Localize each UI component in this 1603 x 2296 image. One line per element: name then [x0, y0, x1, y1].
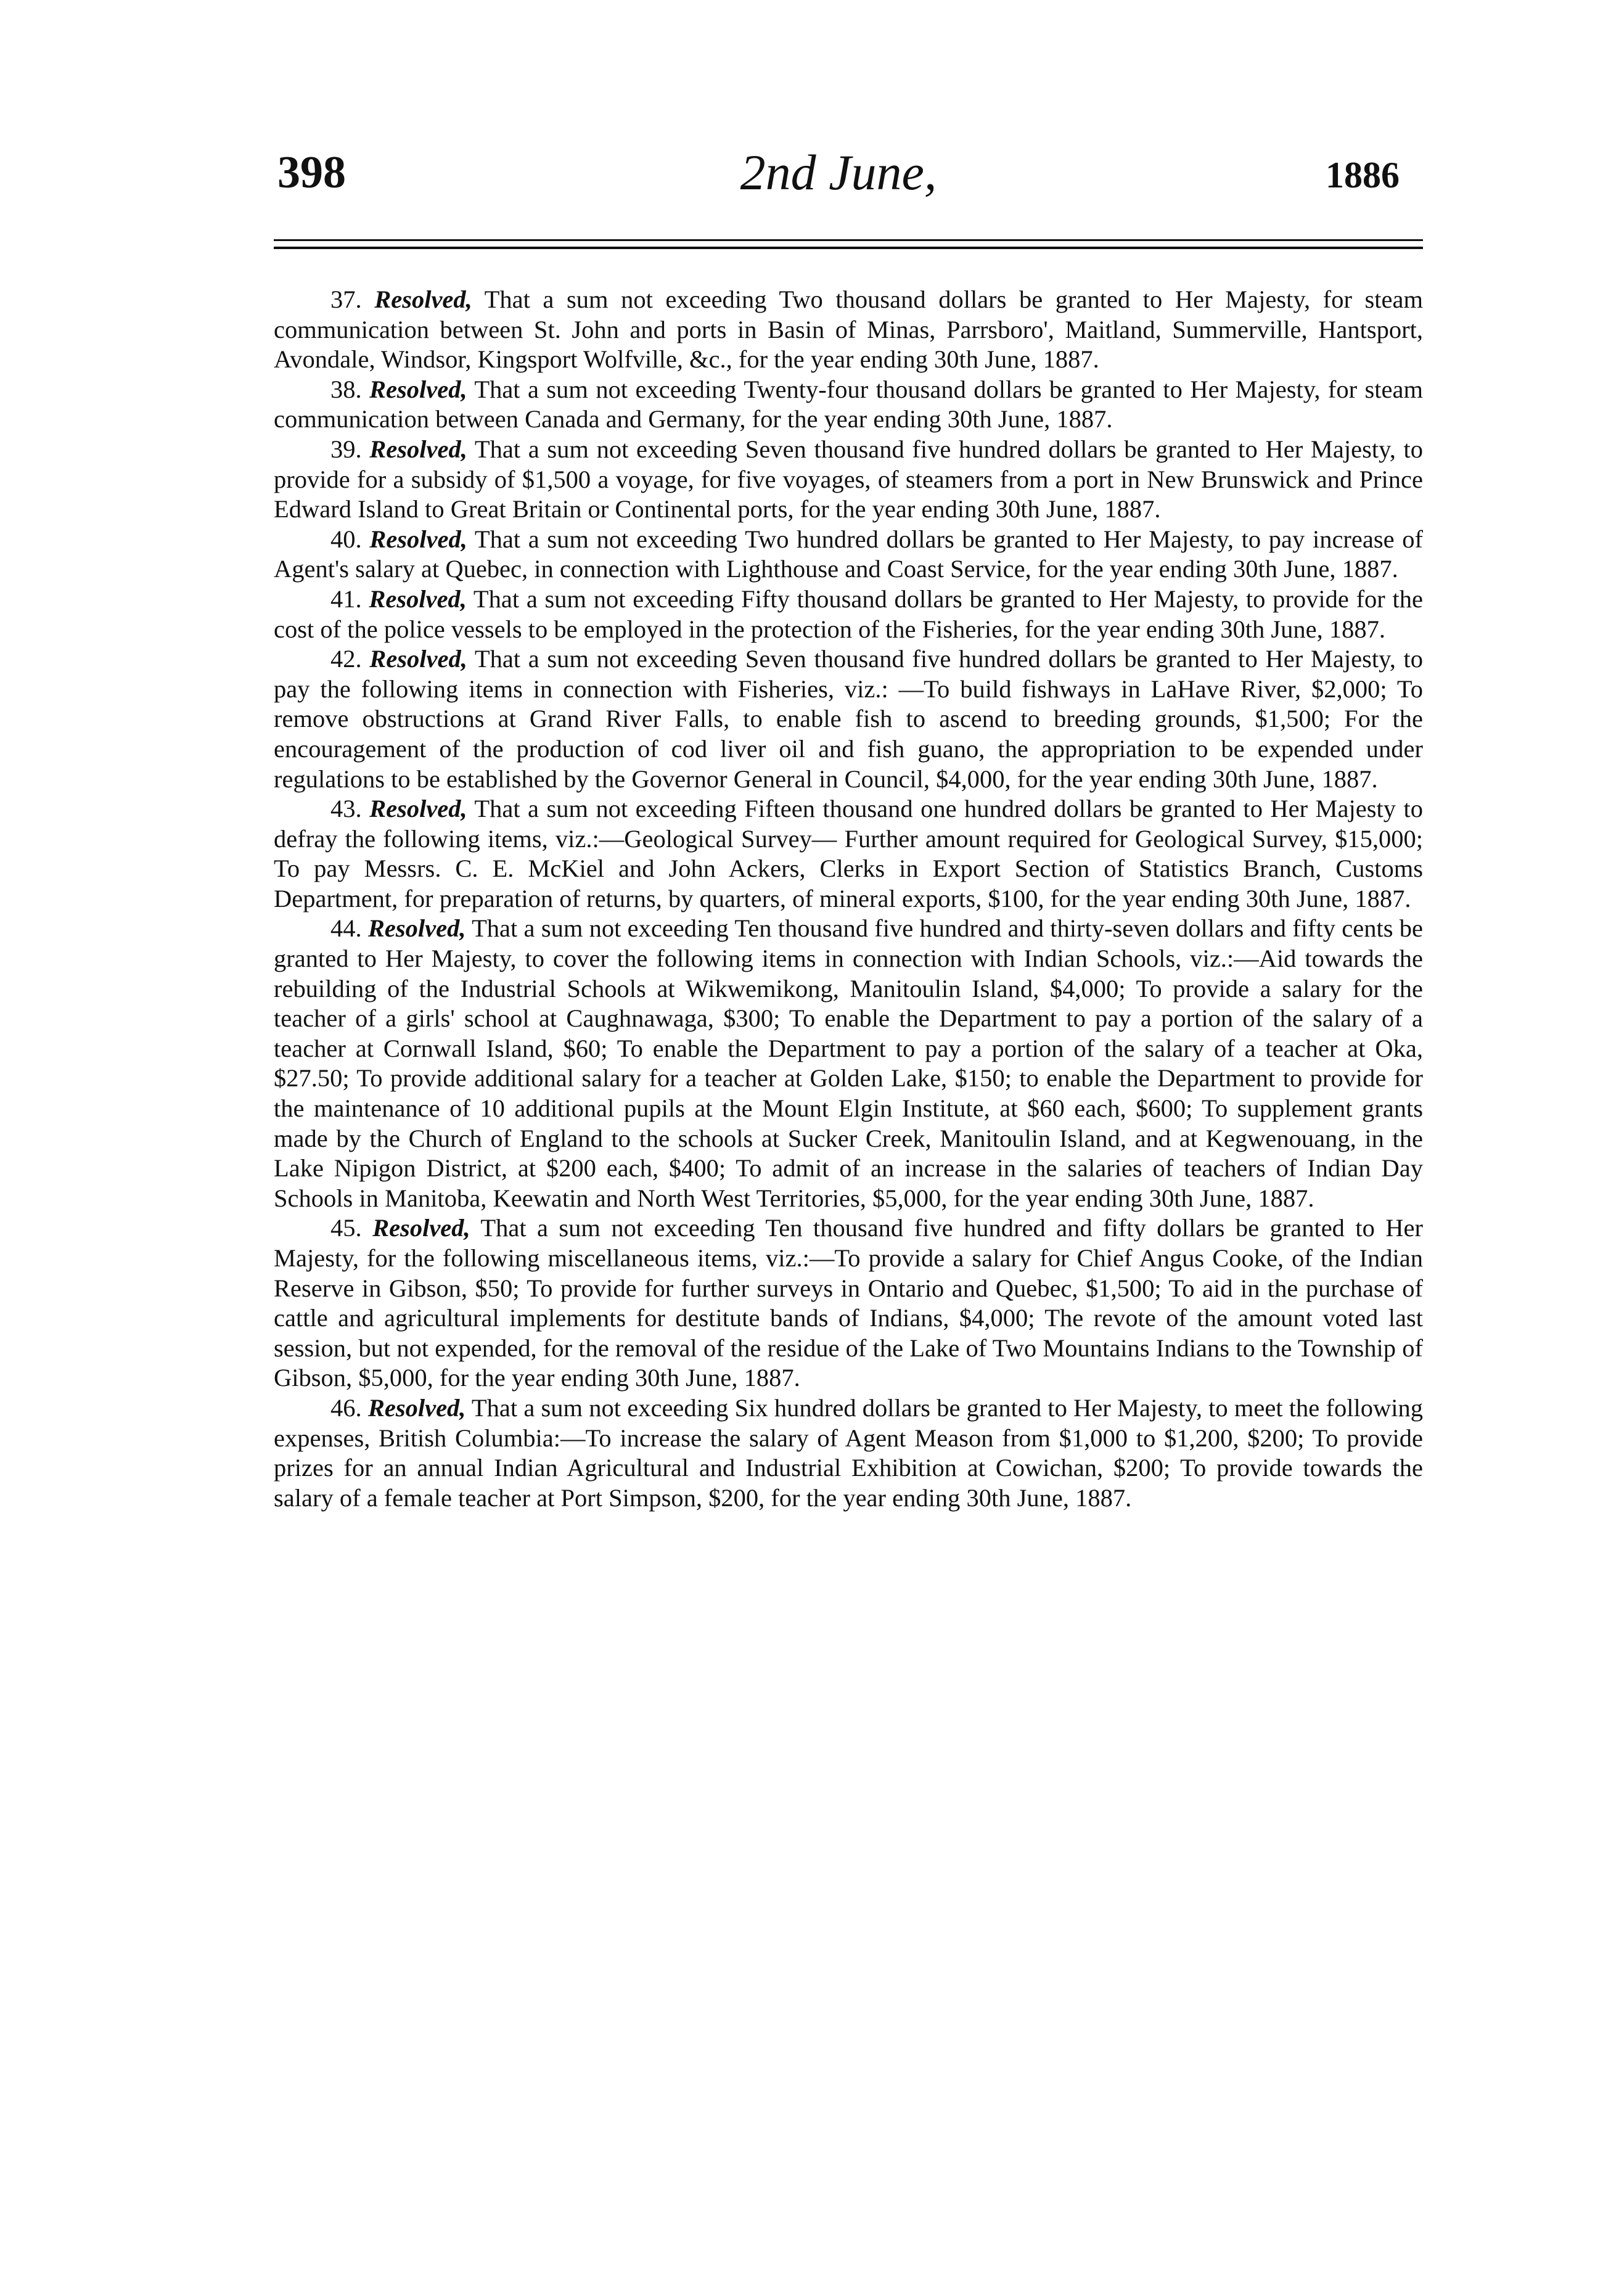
resolution-text: That a sum not exceeding Ten thousand five hundred and thirty-seven dollars and fifty cents be granted to Her Majesty, to cover the following items in connection with Indian Schools, viz.:—Aid towards the rebuilding of the Industrial Schools at Wikwemikong, Manitoulin Island, $4,000; To provide a salary for the teacher of a girls' school at Caughnawaga, $300; To enable the Department to pay a portion of the salary of a teacher at Cornwall Island, $60; To enable the Department to pay a portion of the salary of a teacher at Oka, $27.50; To provide additional salary for a teacher at Golden Lake, $150; to enable the Department to provide for the maintenance of 10 additional pupils at the Mount Elgin Institute, at $60 each, $600; To supplement grants made by the Church of England to the schools at Sucker Creek, Manitoulin Island, and at Kegwenouang, in the Lake Nipigon District, at $200 each, $400; To admit of an increase in the salaries of teachers of Indian Day Schools in Manitoba, Keewatin and North West Territories, $5,000, for the year ending 30th June, 1887.: [274, 914, 1423, 1212]
resolution-37: [274, 285, 1423, 375]
resolution-text: That a sum not exceeding Seven thousand five hundred dollars be granted to Her Majesty, to pay the following items in connection with Fisheries, viz.: —To build fishways in LaHave River, $2,000; To remove obstructions at Grand River Falls, to enable fish to ascend to breeding grounds, $1,500; For the encouragement of the production of cod liver oil and fish guano, the appropriation to be expended under regulations to be established by the Governor General in Council, $4,000, for the year ending 30th June, 1887.: [274, 645, 1423, 793]
resolution-45: [274, 1213, 1423, 1393]
resolutions-body: [274, 285, 1423, 1513]
resolution-43: [274, 794, 1423, 914]
header-rule-thin: [274, 239, 1423, 241]
resolved-word: Resolved,: [374, 285, 472, 313]
resolution-text: That a sum not exceeding Ten thousand five hundred and fifty dollars be granted to Her Majesty, for the following miscellaneous items, viz.:—To provide a salary for Chief Angus Cooke, of the Indian Reserve in Gibson, $50; To provide for further surveys in Ontario and Quebec, $1,500; To aid in the purchase of cattle and agricultural implements for destitute bands of Indians, $4,000; The revote of the amount voted last session, but not expended, for the removal of the residue of the Lake of Two Mountains Indians to the Township of Gibson, $5,000, for the year ending 30th June, 1887.: [274, 1214, 1424, 1392]
resolution-number: 37.: [330, 285, 362, 313]
resolved-word: Resolved,: [369, 645, 467, 673]
running-head: 2nd June,: [740, 144, 937, 200]
resolution-number: 38.: [330, 375, 362, 403]
resolution-text: That a sum not exceeding Two thousand dollars be granted to Her Majesty, for steam communication between St. John and ports in Basin of Minas, Parrsboro', Maitland, Summerville, Hantsport, Avondale, Windsor, Kingsport Wolfville, &c., for the year ending 30th June, 1887.: [274, 285, 1423, 374]
resolution-text: That a sum not exceeding Six hundred dollars be granted to Her Majesty, to meet the following expenses, British Columbia:—To increase the salary of Agent Meason from $1,000 to $1,200, $200; To provide prizes for an annual Indian Agricultural and Industrial Exhibition at Cowichan, $200; To provide towards the salary of a female teacher at Port Simpson, $200, for the year ending 30th June, 1887.: [274, 1393, 1423, 1512]
resolution-number: 43.: [330, 795, 362, 823]
resolved-word: Resolved,: [369, 525, 467, 553]
resolution-number: 42.: [330, 645, 362, 673]
resolution-44: [274, 914, 1423, 1213]
resolution-number: 45.: [330, 1214, 362, 1242]
resolution-38: [274, 375, 1423, 435]
resolution-number: 44.: [330, 914, 362, 943]
page-header: [277, 142, 1400, 210]
resolution-number: 40.: [330, 525, 362, 553]
header-year: 1886: [1326, 155, 1400, 195]
resolution-text: That a sum not exceeding Fifty thousand dollars be granted to Her Majesty, to provide for the cost of the police vessels to be employed in the protection of the Fisheries, for the year ending 30th June, 1887.: [274, 584, 1423, 643]
resolved-word: Resolved,: [372, 1214, 470, 1242]
resolved-word: Resolved,: [367, 914, 466, 943]
resolution-41: [274, 584, 1423, 644]
resolution-39: [274, 435, 1423, 525]
resolution-number: 39.: [330, 435, 362, 463]
resolution-text: That a sum not exceeding Seven thousand five hundred dollars be granted to Her Majesty, to provide for a subsidy of $1,500 a voyage, for five voyages, of steamers from a port in New Brunswick and Prince Edward Island to Great Britain or Continental ports, for the year ending 30th June, 1887.: [274, 435, 1423, 523]
resolution-number: 46.: [330, 1393, 362, 1422]
resolution-text: That a sum not exceeding Fifteen thousand one hundred dollars be granted to Her Majesty to defray the following items, viz.:—Geological Survey— Further amount required for Geological Survey, $15,000; To pay Messrs. C. E. McKiel and John Ackers, Clerks in Export Section of Statistics Branch, Customs Department, for preparation of returns, by quarters, of mineral exports, $100, for the year ending 30th June, 1887.: [274, 795, 1423, 912]
resolution-40: [274, 525, 1423, 584]
header-rule-thick: [274, 247, 1423, 249]
resolved-word: Resolved,: [369, 795, 467, 823]
page-number: 398: [277, 147, 346, 198]
resolution-42: [274, 644, 1423, 794]
resolution-text: That a sum not exceeding Two hundred dollars be granted to Her Majesty, to pay increase of Agent's salary at Quebec, in connection with Lighthouse and Coast Service, for the year ending 30th June, 1887.: [274, 525, 1424, 583]
resolution-46: [274, 1393, 1423, 1513]
resolution-text: That a sum not exceeding Twenty-four thousand dollars be granted to Her Majesty, for steam communication between Canada and Germany, for the year ending 30th June, 1887.: [274, 375, 1423, 433]
resolved-word: Resolved,: [367, 1393, 466, 1422]
resolved-word: Resolved,: [369, 375, 467, 403]
resolution-number: 41.: [330, 584, 362, 613]
resolved-word: Resolved,: [369, 435, 467, 463]
resolved-word: Resolved,: [369, 584, 467, 613]
